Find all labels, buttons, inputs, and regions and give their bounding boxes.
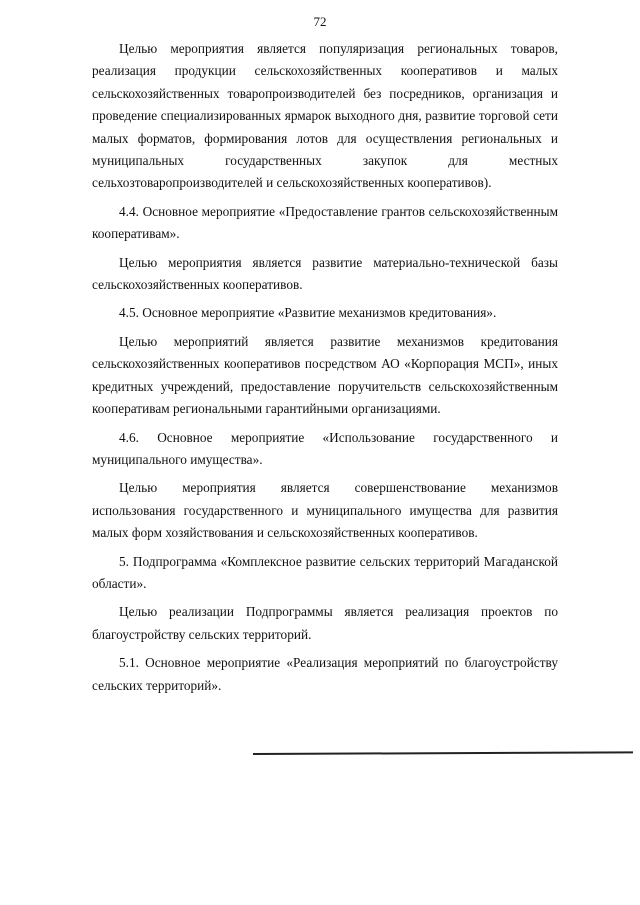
paragraph-4-5-goal: Целью мероприятий является развитие механизмов кредитования сельскохозяйственных кооперативов посредством АО «Корпорация МСП», иных кредитных учреждений, предоставление поручительств сельскохозяйственным кооперативам региональными гарантийными организациями. (92, 333, 558, 417)
horizontal-rule (253, 751, 633, 755)
paragraph-goal-popularization: Целью мероприятия является популяризация региональных товаров, реализация продукции сельскохозяйственных кооперативов и малых сельскохозяйственных товаропроизводителей без посредников, организация и проведение специализированных ярмарок выходного дня, развитие торговой сети малых форматов, формирования лотов для осуществления региональных и муниципальных государственных закупок для местных сельхозтоваропроизводителей и сельскохозяйственных кооперативов). (92, 41, 558, 191)
paragraph-4-6-heading: 4.6. Основное мероприятие «Использование государственного и муниципального имущества». (92, 429, 558, 467)
paragraph-4-6-goal: Целью мероприятия является совершенствование механизмов использования государственного и муниципального имущества для развития малых форм хозяйствования и сельскохозяйственных кооперативов. (92, 480, 558, 541)
paragraph-4-4-goal: Целью мероприятия является развитие материально-технической базы сельскохозяйственных кооперативов. (92, 254, 558, 293)
paragraph-5-subprogram-goal: Целью реализации Подпрограммы является реализация проектов по благоустройству сельских территорий. (92, 604, 558, 642)
paragraph-4-4-heading: 4.4. Основное мероприятие «Предоставление грантов сельскохозяйственным кооперативам». (92, 203, 558, 242)
paragraph-5-subprogram-heading: 5. Подпрограмма «Комплексное развитие сельских территорий Магаданской области». (92, 553, 558, 591)
document-body (92, 38, 558, 703)
paragraph-4-5-heading: 4.5. Основное мероприятие «Развитие механизмов кредитования». (119, 305, 497, 321)
page-number: 72 (313, 14, 327, 29)
paragraph-5-1-heading: 5.1. Основное мероприятие «Реализация мероприятий по благоустройству сельских территорий». (92, 655, 558, 693)
